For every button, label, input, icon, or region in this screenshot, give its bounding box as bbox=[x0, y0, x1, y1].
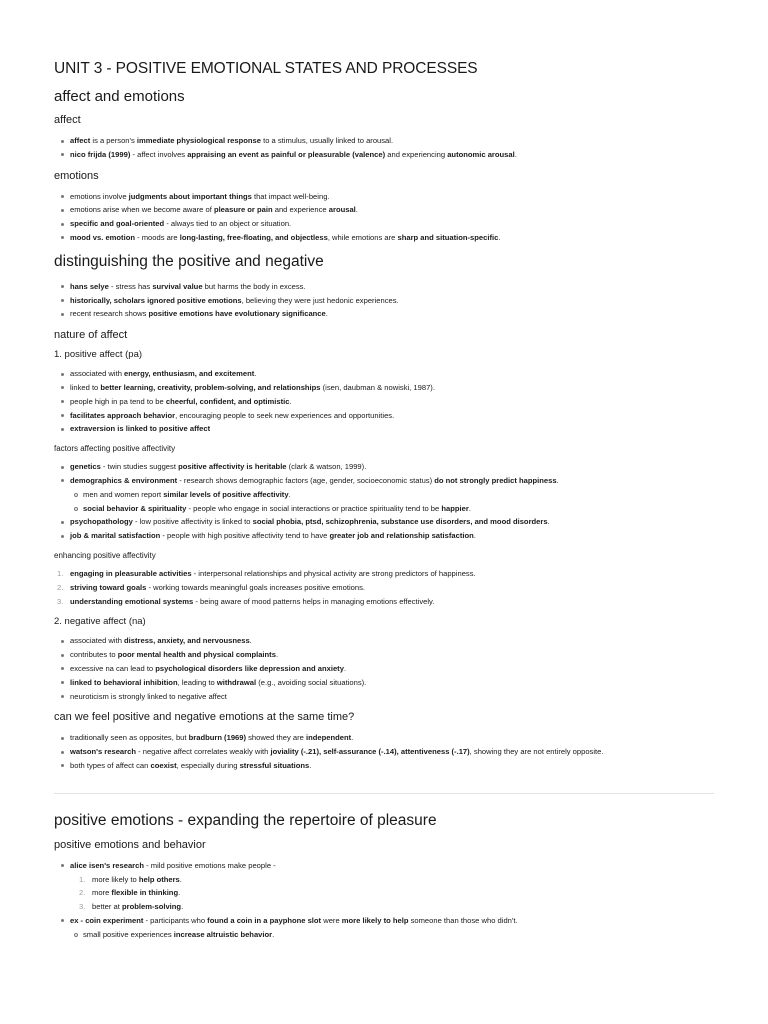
bold-term: greater job and relationship satisfaction bbox=[329, 531, 474, 541]
list-item bbox=[70, 759, 714, 773]
text-run: - twin studies suggest bbox=[100, 462, 179, 472]
list-item bbox=[92, 900, 714, 914]
text-run: . bbox=[249, 636, 252, 646]
text-run: - stress has bbox=[108, 281, 153, 291]
text-run: to a stimulus, usually linked to arousal. bbox=[260, 136, 394, 145]
text-run: . bbox=[309, 760, 312, 770]
emotions-list bbox=[54, 190, 714, 245]
text-run: - working towards meaningful goals increases positive emotions. bbox=[146, 582, 366, 592]
list-item bbox=[70, 567, 714, 581]
bold-term: social behavior & spirituality bbox=[83, 503, 187, 513]
section-heading-positive-emotions: positive emotions - expanding the repertoire of pleasure bbox=[54, 811, 437, 829]
text-run: . bbox=[275, 650, 279, 660]
bold-term: watson's research bbox=[70, 747, 136, 757]
bold-term: mood vs. emotion bbox=[70, 232, 135, 242]
text-run: , encouraging people to seek new experiences and opportunities. bbox=[175, 410, 395, 420]
text-run: . bbox=[254, 369, 257, 379]
sub-list bbox=[70, 928, 714, 942]
list-item bbox=[70, 690, 714, 704]
sub-list bbox=[70, 488, 714, 516]
bold-term: withdrawal bbox=[216, 677, 257, 687]
bold-term: bradburn (1969) bbox=[188, 733, 247, 743]
list-item bbox=[70, 203, 714, 217]
text-run: but harms the body in excess. bbox=[202, 281, 306, 291]
bold-term: extraversion is linked to positive affect bbox=[70, 424, 211, 434]
text-run: recent research shows bbox=[70, 309, 149, 319]
text-run: both types of affect can bbox=[70, 760, 151, 770]
bold-term: striving toward goals bbox=[70, 582, 147, 592]
bold-term: flexible in thinking bbox=[111, 888, 179, 898]
bold-term: autonomic arousal bbox=[447, 149, 515, 159]
list-item bbox=[70, 395, 714, 409]
bold-term: happier bbox=[441, 503, 469, 513]
text-run: . bbox=[181, 902, 184, 912]
text-run: - being aware of mood patterns helps in managing emotions effectively. bbox=[193, 596, 435, 606]
list-item bbox=[70, 148, 714, 162]
text-run: contributes to bbox=[70, 650, 118, 660]
bold-term: historically, scholars ignored positive emotions bbox=[70, 295, 242, 305]
list-item bbox=[70, 307, 714, 321]
list-item bbox=[70, 217, 714, 231]
text-run: . bbox=[498, 232, 501, 242]
text-run: - interpersonal relationships and physical activity are strong predictors of happiness. bbox=[191, 568, 476, 578]
bold-term: independent bbox=[305, 733, 352, 743]
list-item bbox=[70, 231, 714, 245]
text-run: associated with bbox=[70, 369, 125, 379]
section-divider bbox=[54, 793, 714, 794]
bold-term: affect bbox=[70, 136, 91, 145]
list-item bbox=[70, 529, 714, 543]
bold-term: sharp and situation-specific bbox=[397, 232, 499, 242]
text-run: showed they are bbox=[246, 733, 306, 743]
unit-title: UNIT 3 - POSITIVE EMOTIONAL STATES AND PROCESSES bbox=[54, 60, 478, 77]
text-run: were bbox=[321, 915, 342, 925]
text-run: , showing they are not entirely opposite. bbox=[469, 747, 604, 757]
section-heading-affect-and-emotions: affect and emotions bbox=[54, 88, 185, 105]
text-run: - negative affect correlates weakly with bbox=[135, 747, 271, 757]
text-run: . bbox=[473, 531, 476, 541]
list-item bbox=[70, 634, 714, 648]
bold-term: distress, anxiety, and nervousness bbox=[124, 636, 250, 646]
list-item bbox=[70, 515, 714, 529]
text-run: . bbox=[547, 517, 550, 527]
text-run: - moods are bbox=[134, 232, 180, 242]
text-run: is a person's bbox=[90, 136, 137, 145]
list-item bbox=[70, 745, 714, 759]
list-item bbox=[70, 581, 714, 595]
bold-term: hans selye bbox=[70, 281, 109, 291]
text-run: - always tied to an object or situation. bbox=[164, 219, 292, 229]
bold-term: ex - coin experiment bbox=[70, 915, 144, 925]
bold-term: survival value bbox=[152, 281, 203, 291]
text-run: . bbox=[272, 929, 275, 939]
list-item bbox=[70, 595, 714, 609]
text-run: . bbox=[355, 205, 358, 215]
list-item bbox=[70, 294, 714, 308]
text-run: associated with bbox=[70, 636, 125, 646]
enhancing-list bbox=[54, 567, 714, 608]
list-item bbox=[92, 886, 714, 900]
bold-term: poor mental health and physical complaints bbox=[117, 650, 276, 660]
text-run: (isen, daubman & nowiski, 1987). bbox=[320, 382, 435, 392]
subheading-factors: factors affecting positive affectivity bbox=[54, 444, 176, 454]
text-run: , while emotions are bbox=[327, 232, 398, 242]
bold-term: linked to behavioral inhibition bbox=[70, 677, 178, 687]
bold-term: appraising an event as painful or pleasurable (valence) bbox=[187, 149, 386, 159]
text-run: . bbox=[325, 309, 328, 319]
bold-term: facilitates approach behavior bbox=[70, 410, 176, 420]
subheading-negative-affect: 2. negative affect (na) bbox=[54, 616, 146, 628]
subheading-affect: affect bbox=[54, 114, 81, 126]
text-run: - people who engage in social interactions or practice spirituality tend to be bbox=[186, 503, 442, 513]
text-run: . bbox=[556, 475, 559, 485]
text-run: - mild positive emotions make people - bbox=[144, 860, 276, 870]
text-run: more bbox=[92, 888, 112, 898]
list-item bbox=[83, 502, 714, 516]
text-run: more likely to bbox=[92, 874, 139, 884]
bold-term: engaging in pleasurable activities bbox=[70, 568, 192, 578]
list-item bbox=[83, 928, 714, 942]
text-run: - low positive affectivity is linked to bbox=[132, 517, 253, 527]
text-run: . bbox=[289, 396, 292, 406]
bold-term: similar levels of positive affectivity bbox=[163, 489, 289, 499]
text-run: , especially during bbox=[176, 760, 240, 770]
text-run: . bbox=[179, 874, 182, 884]
list-item bbox=[70, 460, 714, 474]
distinguishing-list bbox=[54, 280, 714, 321]
subheading-positive-affect: 1. positive affect (pa) bbox=[54, 349, 143, 361]
text-run: , believing they were just hedonic experiences. bbox=[241, 295, 399, 305]
bold-term: more likely to help bbox=[341, 915, 409, 925]
text-run: small positive experiences bbox=[83, 929, 174, 939]
list-item bbox=[70, 648, 714, 662]
numbered-sub-list bbox=[70, 873, 714, 914]
list-item bbox=[70, 474, 714, 515]
bold-term: psychological disorders like depression and anxiety bbox=[155, 663, 344, 673]
text-run: traditionally seen as opposites, but bbox=[70, 733, 189, 743]
text-run: . bbox=[468, 503, 471, 513]
list-item bbox=[70, 676, 714, 690]
subheading-nature-of-affect: nature of affect bbox=[54, 329, 128, 342]
text-run: - people with high positive affectivity tend to have bbox=[160, 531, 330, 541]
positive-affect-list bbox=[54, 367, 714, 436]
text-run: . bbox=[514, 149, 517, 159]
bold-term: social phobia, ptsd, schizophrenia, substance use disorders, and mood disorders bbox=[252, 517, 548, 527]
bold-term: found a coin in a payphone slot bbox=[207, 915, 322, 925]
text-run: - affect involves bbox=[130, 149, 188, 159]
list-item bbox=[70, 280, 714, 294]
list-item bbox=[83, 488, 714, 502]
bold-term: pleasure or pain bbox=[213, 205, 273, 215]
bold-term: judgments about important things bbox=[128, 191, 252, 201]
list-item bbox=[70, 409, 714, 423]
text-run: - research shows demographic factors (age, gender, socioeconomic status) bbox=[177, 475, 435, 485]
text-run: emotions arise when we become aware of bbox=[70, 205, 214, 215]
list-item bbox=[70, 381, 714, 395]
bold-term: joviality (-.21), self-assurance (-.14), attentiveness (-.17) bbox=[270, 747, 470, 757]
subheading-enhancing: enhancing positive affectivity bbox=[54, 550, 156, 560]
bold-term: stressful situations bbox=[239, 760, 310, 770]
bold-term: problem-solving bbox=[121, 902, 182, 912]
text-run: . bbox=[178, 888, 181, 898]
section-heading-distinguishing: distinguishing the positive and negative bbox=[54, 252, 324, 270]
list-item bbox=[70, 731, 714, 745]
text-run: emotions involve bbox=[70, 191, 129, 201]
bold-term: positive affectivity is heritable bbox=[178, 462, 287, 472]
text-run: - participants who bbox=[143, 915, 208, 925]
bold-term: genetics bbox=[70, 462, 101, 472]
text-run: (e.g., avoiding social situations). bbox=[256, 677, 367, 687]
list-item bbox=[70, 422, 714, 436]
bold-term: better learning, creativity, problem-solving, and relationships bbox=[100, 382, 321, 392]
bold-term: understanding emotional systems bbox=[70, 596, 194, 606]
bold-term: demographics & environment bbox=[70, 475, 178, 485]
text-run: linked to bbox=[70, 382, 101, 392]
bold-term: arousal bbox=[328, 205, 356, 215]
text-run: men and women report bbox=[83, 489, 164, 499]
list-item bbox=[92, 873, 714, 887]
bold-term: psychopathology bbox=[70, 517, 133, 527]
bold-term: help others bbox=[138, 874, 180, 884]
list-item bbox=[70, 859, 714, 914]
same-time-list bbox=[54, 731, 714, 772]
text-run: excessive na can lead to bbox=[70, 663, 156, 673]
affect-list bbox=[54, 134, 714, 162]
text-run: people high in pa tend to be bbox=[70, 396, 166, 406]
text-run: that impact well-being. bbox=[251, 191, 330, 201]
text-run: . bbox=[343, 663, 347, 673]
subheading-positive-emotions-behavior: positive emotions and behavior bbox=[54, 838, 206, 851]
text-run: better at bbox=[92, 902, 122, 912]
text-run: , leading to bbox=[177, 677, 217, 687]
bold-term: job & marital satisfaction bbox=[70, 531, 161, 541]
bold-term: nico frijda (1999) bbox=[70, 149, 131, 159]
text-run: . bbox=[351, 733, 354, 743]
list-item bbox=[70, 134, 714, 148]
bold-term: alice isen's research bbox=[70, 860, 144, 870]
list-item bbox=[70, 367, 714, 381]
text-run: (clark & watson, 1999). bbox=[286, 462, 367, 472]
list-item bbox=[70, 190, 714, 204]
text-run: neuroticism is strongly linked to negative affect bbox=[70, 691, 227, 701]
bold-term: do not strongly predict happiness bbox=[434, 475, 557, 485]
bold-term: long-lasting, free-floating, and objectless bbox=[179, 232, 328, 242]
list-item bbox=[70, 914, 714, 942]
factors-list bbox=[54, 460, 714, 543]
list-item bbox=[70, 662, 714, 676]
subheading-same-time: can we feel positive and negative emotions at the same time? bbox=[54, 711, 355, 724]
bold-term: specific and goal-oriented bbox=[70, 219, 165, 229]
negative-affect-list bbox=[54, 634, 714, 703]
bold-term: energy, enthusiasm, and excitement bbox=[124, 369, 255, 379]
bold-term: positive emotions have evolutionary significance bbox=[148, 309, 326, 319]
text-run: . bbox=[288, 489, 291, 499]
bold-term: increase altruistic behavior bbox=[173, 929, 273, 939]
text-run: and experiencing bbox=[385, 149, 448, 159]
behavior-list bbox=[54, 859, 714, 942]
text-run: someone than those who didn't. bbox=[408, 915, 518, 925]
bold-term: immediate physiological response bbox=[136, 136, 261, 145]
subheading-emotions: emotions bbox=[54, 169, 99, 182]
bold-term: coexist bbox=[150, 760, 177, 770]
bold-term: cheerful, confident, and optimistic bbox=[165, 396, 290, 406]
text-run: and experience bbox=[272, 205, 329, 215]
